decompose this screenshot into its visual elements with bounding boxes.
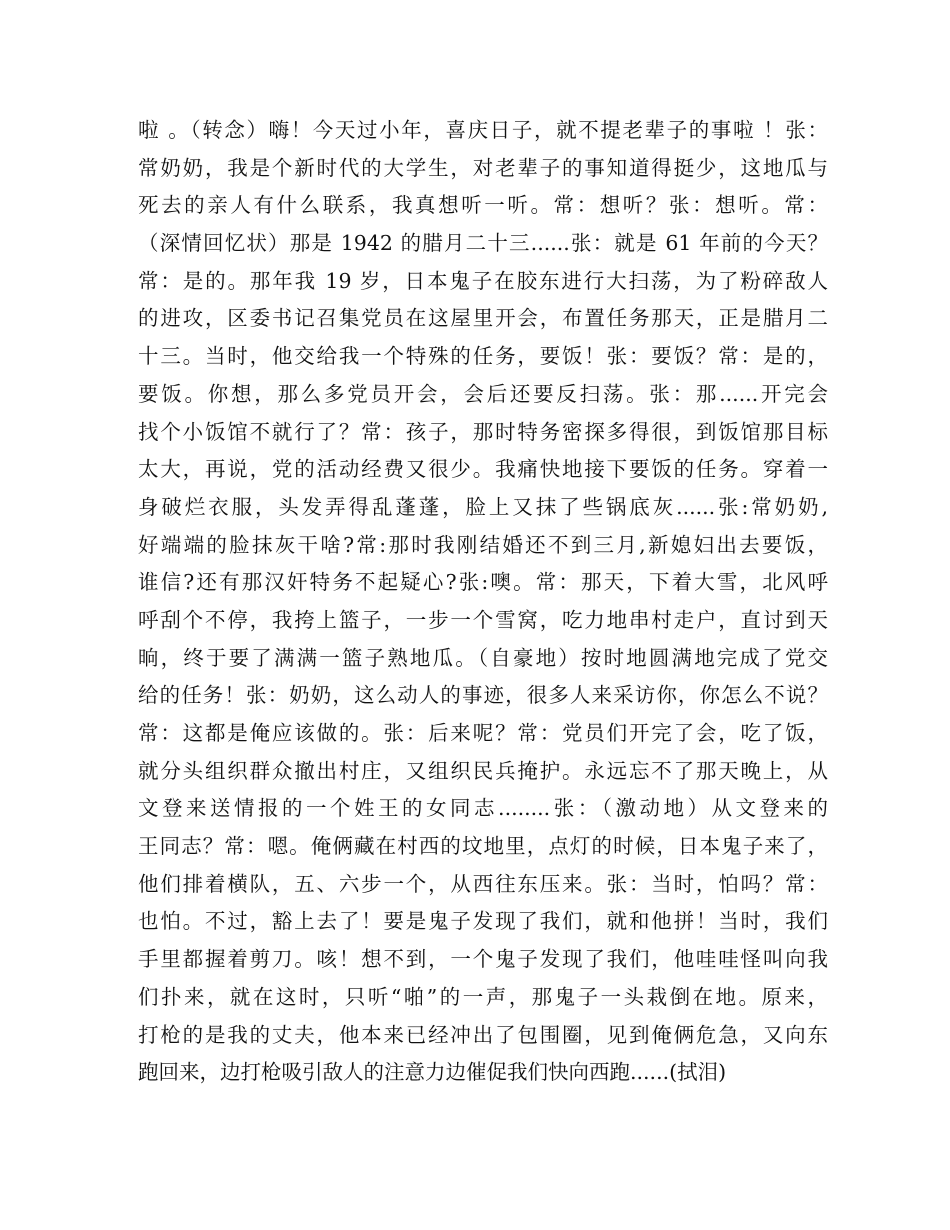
text-line: 十三。当时，他交给我一个特殊的任务，要饭！张：要饭？常：是的， — [138, 344, 828, 369]
text-line: 给的任务！张：奶奶，这么动人的事迹，很多人来采访你，你怎么不说？ — [138, 683, 828, 708]
text-line: 们扑来，就在这时，只听“啪”的一声，那鬼子一头栽倒在地。原来， — [138, 984, 828, 1009]
text-line: 就分头组织群众撤出村庄，又组织民兵掩护。永远忘不了那天晚上，从 — [138, 758, 828, 783]
text-line: 也怕。不过，豁上去了！要是鬼子发现了我们，就和他拼！当时，我们 — [138, 909, 828, 934]
text-line: （深情回忆状）那是 1942 的腊月二十三......张：就是 61 年前的今天？ — [138, 231, 828, 256]
text-line: 的进攻，区委书记召集党员在这屋里开会，布置任务那天，正是腊月二 — [138, 306, 828, 331]
text-line: 死去的亲人有什么联系，我真想听一听。常：想听？张：想听。常： — [138, 193, 828, 218]
text-line: 好端端的脸抹灰干啥?常:那时我刚结婚还不到三月,新媳妇出去要饭， — [138, 532, 828, 557]
text-line: 常奶奶，我是个新时代的大学生，对老辈子的事知道得挺少，这地瓜与 — [138, 155, 828, 180]
text-line: 常：是的。那年我 19 岁，日本鬼子在胶东进行大扫荡，为了粉碎敌人 — [138, 268, 828, 293]
text-line: 晌，终于要了满满一篮子熟地瓜。（自豪地）按时地圆满地完成了党交 — [138, 645, 828, 670]
text-line: 跑回来，边打枪吸引敌人的注意力边催促我们快向西跑......(拭泪) — [138, 1060, 727, 1085]
text-line: 啦 。（转念）嗨！今天过小年，喜庆日子，就不提老辈子的事啦 ！张： — [138, 118, 828, 142]
text-line: 打枪的是我的丈夫，他本来已经冲出了包围圈，见到俺俩危急，又向东 — [138, 1022, 828, 1047]
text-line: 身破烂衣服，头发弄得乱蓬蓬，脸上又抹了些锅底灰......张:常奶奶, — [138, 494, 828, 519]
dialogue-text — [138, 112, 828, 1092]
text-line: 找个小饭馆不就行了？常：孩子，那时特务密探多得很，到饭馆那目标 — [138, 419, 828, 444]
text-line: 他们排着横队，五、六步一个，从西往东压来。张：当时，怕吗？常： — [138, 871, 828, 896]
text-line: 文登来送情报的一个姓王的女同志........张：（激动地）从文登来的 — [138, 796, 828, 821]
text-line: 手里都握着剪刀。咳！想不到，一个鬼子发现了我们，他哇哇怪叫向我 — [138, 947, 828, 972]
text-line: 谁信?还有那汉奸特务不起疑心?张:噢。常：那天，下着大雪，北风呼 — [138, 570, 828, 595]
text-line: 王同志？常：嗯。俺俩藏在村西的坟地里，点灯的时候，日本鬼子来了， — [138, 834, 828, 859]
text-line: 呼刮个不停，我挎上篮子，一步一个雪窝，吃力地串村走户，直讨到天 — [138, 607, 828, 632]
text-line: 要饭。你想，那么多党员开会，会后还要反扫荡。张：那......开完会 — [138, 381, 828, 406]
text-line: 常：这都是俺应该做的。张：后来呢？常：党员们开完了会，吃了饭， — [138, 721, 828, 745]
text-line: 太大，再说，党的活动经费又很少。我痛快地接下要饭的任务。穿着一 — [138, 457, 828, 482]
